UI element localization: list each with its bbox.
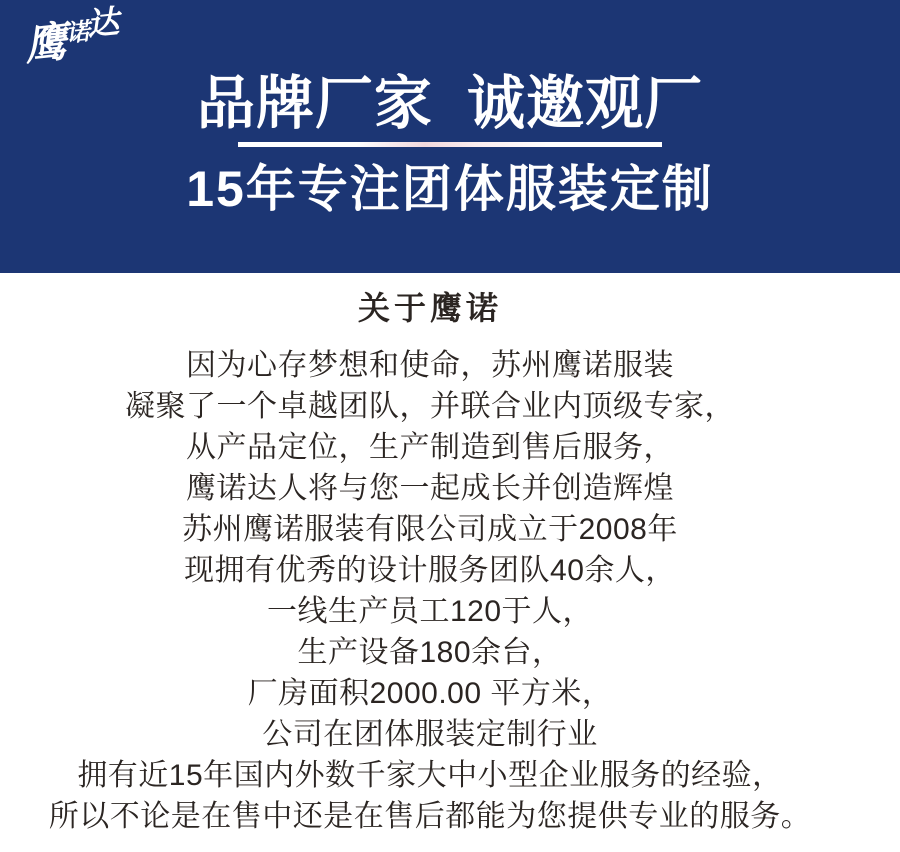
banner-content: [15, 0, 885, 215]
about-heading: 关于鹰诺: [357, 290, 502, 326]
about-line: 因为心存梦想和使命，苏州鹰诺服装: [186, 349, 674, 382]
about-body: [0, 345, 860, 837]
about-line: 厂房面积2000.00 平方米，: [247, 677, 613, 710]
banner-divider: [238, 142, 662, 147]
about-line: 公司在团体服装定制行业: [262, 718, 598, 751]
banner-subtitle: 15年专注团体服装定制: [186, 161, 714, 217]
brand-logo-char: 诺: [64, 18, 90, 48]
about-line: 从产品定位，生产制造到售后服务，: [186, 431, 674, 464]
about-line: 所以不论是在售中还是在售后都能为您提供专业的服务。: [48, 800, 812, 833]
banner-title: 品牌厂家 诚邀观厂: [196, 71, 704, 136]
about-line: 一线生产员工120于人，: [266, 595, 594, 628]
header-banner: [0, 0, 900, 273]
brand-logo-char: 鹰: [22, 17, 69, 69]
about-line: 鹰诺达人将与您一起成长并创造辉煌: [186, 472, 674, 505]
brand-logo: [22, 5, 123, 67]
about-section: [0, 291, 860, 837]
about-line: 苏州鹰诺服装有限公司成立于2008年: [182, 513, 678, 546]
brand-logo-char: 达: [85, 3, 121, 43]
about-line: 凝聚了一个卓越团队，并联合业内顶级专家，: [125, 390, 735, 423]
about-line: 生产设备180余台，: [297, 636, 563, 669]
about-line: 拥有近15年国内外数千家大中小型企业服务的经验，: [77, 759, 783, 792]
about-line: 现拥有优秀的设计服务团队40余人，: [184, 554, 676, 587]
